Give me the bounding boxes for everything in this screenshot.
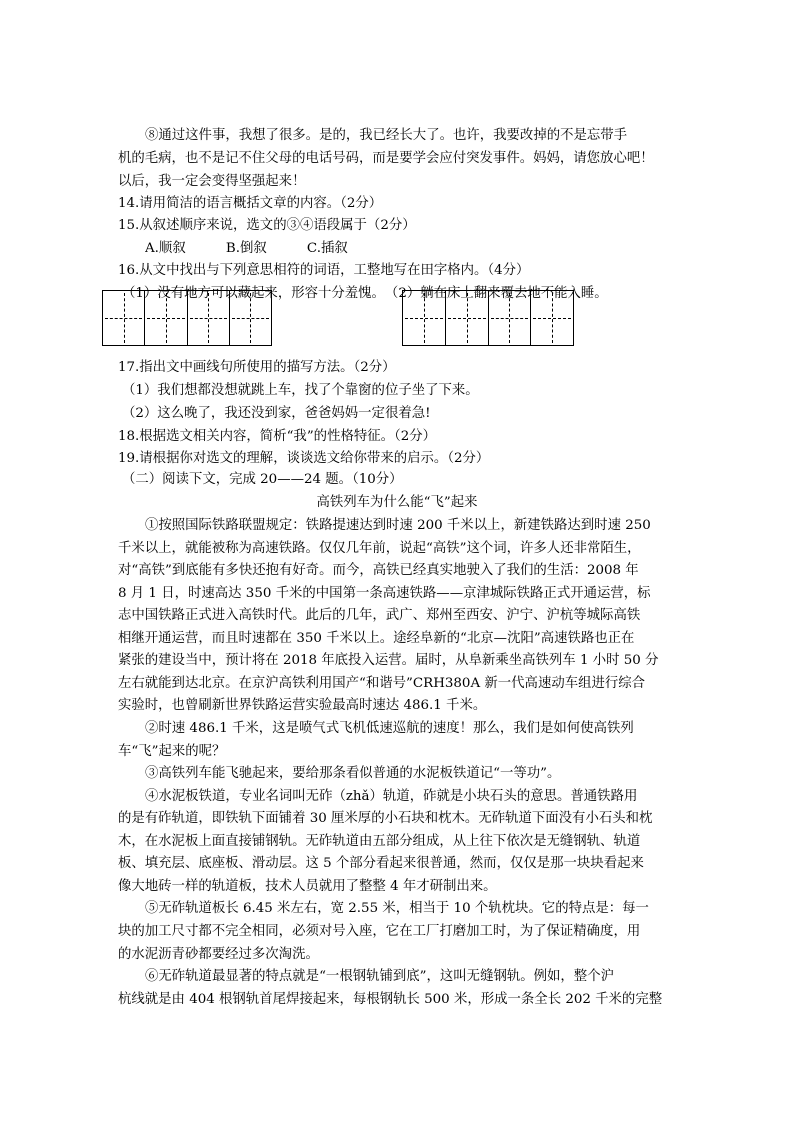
para8-line-1: ⑧通过这件事，我想了很多。是的，我已经长大了。也许，我要改掉的不是忘带手 (145, 128, 628, 143)
article-line: 板、填充层、底座板、滑动层。这 5 个部分看起来很普通，然而，仅仅是那一块块看起来 (118, 856, 644, 871)
article-title: 高铁列车为什么能“飞”起来 (316, 495, 478, 510)
grid-cell[interactable] (103, 291, 145, 345)
grid-cell[interactable] (403, 291, 446, 345)
article-line: ③高铁列车能飞驰起来，要给那条看似普通的水泥板铁道记“一等功”。 (145, 766, 561, 781)
para8-line-3: 以后，我一定会变得坚强起来！ (118, 174, 306, 189)
article-line: 车“飞”起来的呢？ (118, 744, 226, 759)
article-line: ②时速 486.1 千米，这是喷气式飞机低速巡航的速度！那么，我们是如何使高铁列 (145, 721, 634, 736)
grid-cell[interactable] (230, 291, 271, 345)
article-line: 对“高铁”到底能有多快还抱有好奇。而今，高铁已经真实地驶入了我们的生活：2008 年 (118, 563, 639, 578)
answer-grid-1[interactable] (102, 290, 272, 346)
question-15: 15.从叙述顺序来说，选文的③④语段属于（2分） (118, 218, 416, 233)
question-17: 17.指出文中画线句所使用的描写方法。（2分） (118, 360, 396, 375)
answer-grid-2[interactable] (402, 290, 574, 346)
article-line: ⑤无砟轨道板长 6.45 米左右，宽 2.55 米，相当于 10 个轨枕块。它的特点是：每一 (145, 901, 649, 916)
article-line: 实验时，也曾刷新世界铁路运营实验最高时速达 486.1 千米。 (118, 698, 487, 713)
article-line: 杭线就是由 404 根钢轨首尾焊接起来，每根钢轨长 500 米，形成一条全长 202 千米的完整 (118, 992, 663, 1007)
question-16: 16.从文中找出与下列意思相符的词语，工整地写在田字格内。（4分） (118, 263, 530, 278)
article-line: 像大地砖一样的轨道板，技术人员就用了整整 4 年才研制出来。 (118, 879, 497, 894)
article-line: 的水泥沥青砂都要经过多次淘洗。 (118, 947, 319, 962)
grid-cell[interactable] (188, 291, 230, 345)
question-16-items: （1）没有地方可以藏起来，形容十分羞愧。 （2）躺在床上翻来覆去地不能入睡。 (122, 286, 608, 301)
article-line: 紧张的建设当中，预计将在 2018 年底投入运营。届时，从阜新乘坐高铁列车 1 小时 50 分 (118, 653, 659, 668)
article-line: 8 月 1 日，时速高达 350 千米的中国第一条高速铁路——京津城际铁路正式开通运营，标 (118, 586, 651, 601)
section-2-header: （二）阅读下文，完成 20——24 题。（10分） (122, 472, 403, 487)
grid-cell[interactable] (531, 291, 573, 345)
question-14: 14.请用简洁的语言概括文章的内容。（2分） (118, 196, 383, 211)
grid-cell[interactable] (489, 291, 532, 345)
question-17-item-1: （1）我们想都没想就跳上车，找了个靠窗的位子坐了下来。 (122, 383, 479, 398)
article-line: 的是有砟轨道，即铁轨下面铺着 30 厘米厚的小石块和枕木。无砟轨道下面没有小石头和枕 (118, 811, 653, 826)
article-line: ①按照国际铁路联盟规定：铁路提速达到时速 200 千米以上，新建铁路达到时速 250 (145, 518, 651, 533)
article-line: ⑥无砟轨道最显著的特点就是“一根钢轨铺到底”，这叫无缝钢轨。例如，整个沪 (145, 969, 614, 984)
article-line: 志中国铁路正式进入高铁时代。此后的几年，武广、郑州至西安、沪宁、沪杭等城际高铁 (118, 608, 641, 623)
article-line: 千米以上，就能被称为高速铁路。仅仅几年前，说起“高铁”这个词，许多人还非常陌生， (118, 541, 641, 556)
article-line: 木，在水泥板上面直接铺钢轨。无砟轨道由五部分组成，从上往下依次是无缝钢轨、轨道 (118, 834, 641, 849)
para8-line-2: 机的毛病，也不是记不住父母的电话号码，而是要学会应付突发事件。妈妈，请您放心吧！ (118, 151, 654, 166)
question-19: 19.请根据你对选文的理解，谈谈选文给你带来的启示。（2分） (118, 451, 490, 466)
article-line: 块的加工尺寸都不完全相同，必须对号入座，它在工厂打磨加工时，为了保证精确度，用 (118, 924, 641, 939)
article-line: 左右就能到达北京。在京沪高铁利用国产“和谐号”CRH380A 新一代高速动车组进行综合 (118, 676, 646, 691)
question-17-item-2: （2）这么晚了，我还没到家，爸爸妈妈一定很着急! (122, 406, 431, 421)
article-line: 相继开通运营，而且时速都在 350 千米以上。途经阜新的“北京—沈阳”高速铁路也正在 (118, 631, 635, 646)
grid-cell[interactable] (145, 291, 187, 345)
question-18: 18.根据选文相关内容，简析“我”的性格特征。（2分） (118, 429, 437, 444)
article-line: ④水泥板铁道，专业名词叫无砟（zhǎ）轨道，砟就是小块石头的意思。普通铁路用 (145, 789, 638, 804)
question-15-options: A.顺叙 B.倒叙 C.插叙 (145, 241, 348, 256)
grid-cell[interactable] (446, 291, 489, 345)
